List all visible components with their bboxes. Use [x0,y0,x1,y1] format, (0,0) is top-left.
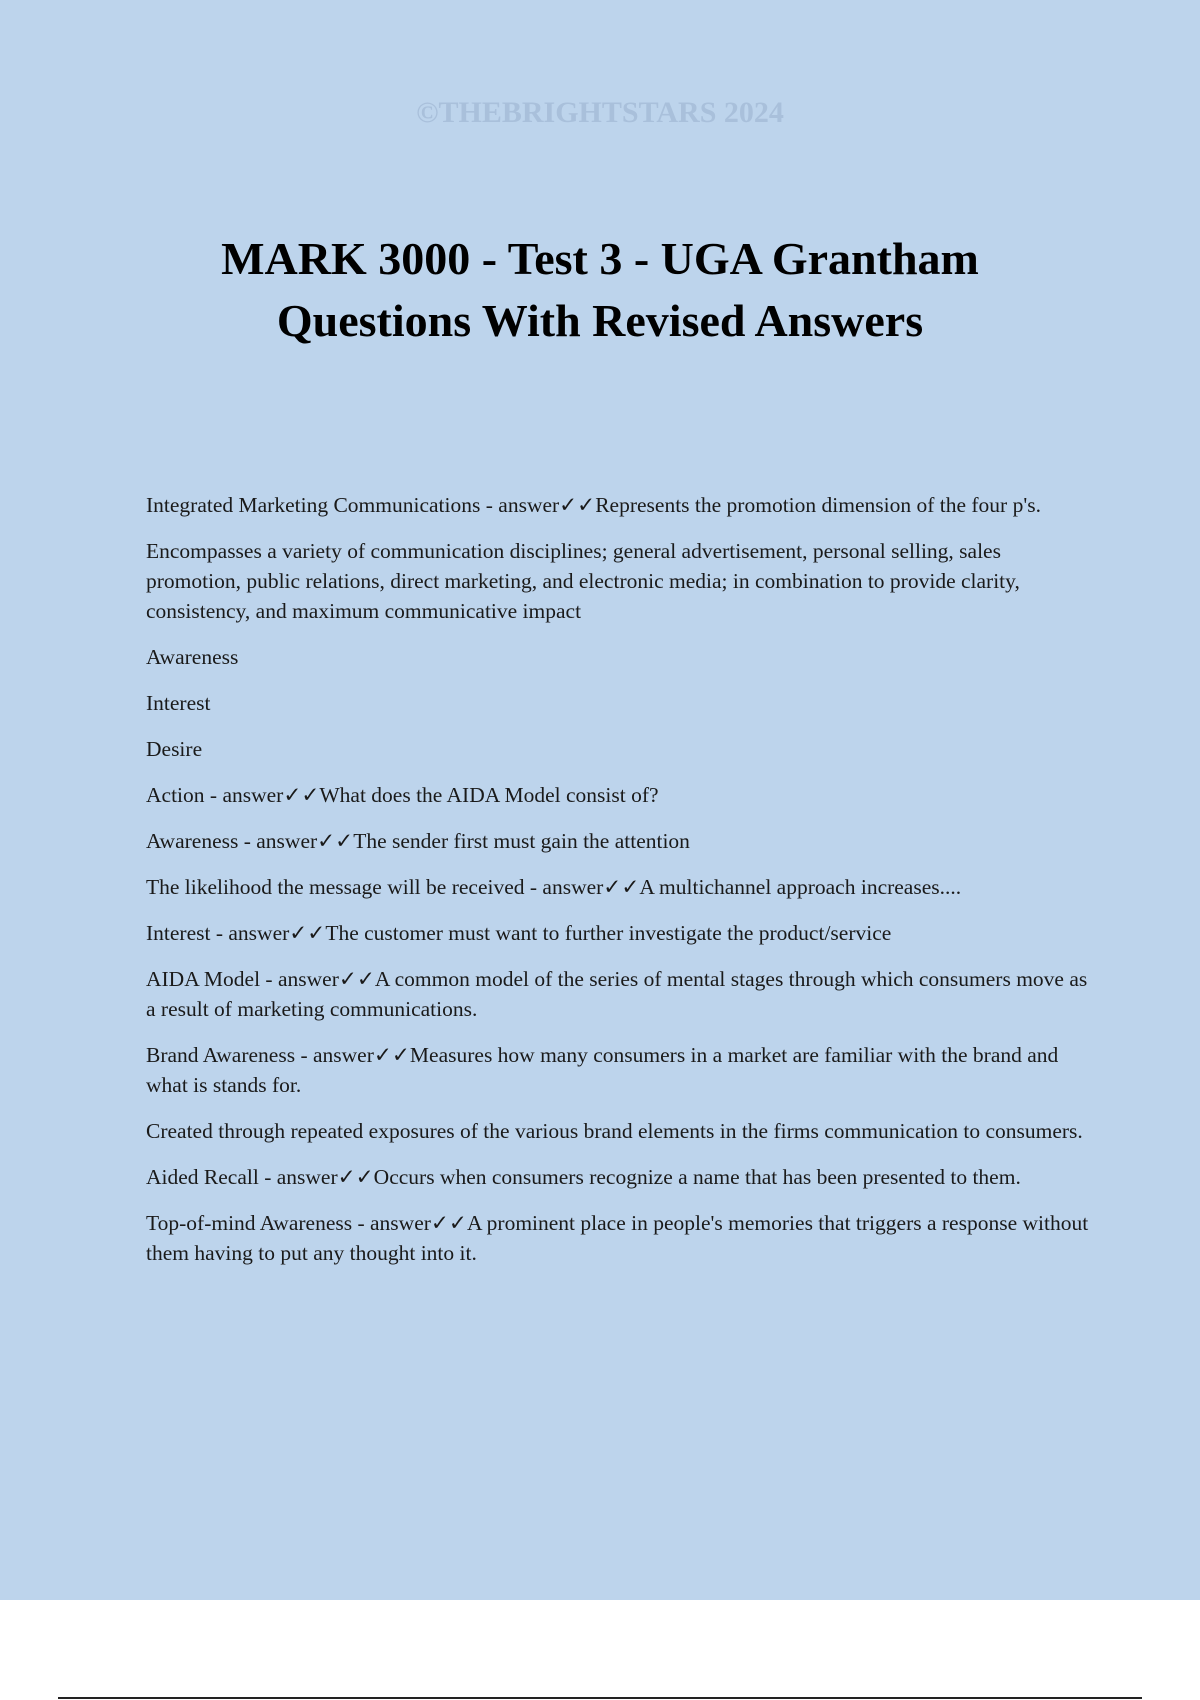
answer-marker: answer✓✓ [370,1211,467,1235]
answer: The customer must want to further investigate the product/service [325,921,892,945]
text-paragraph: Created through repeated exposures of the various brand elements in the firms communication to consumers. [146,1119,1083,1143]
qa-paragraph [146,918,1096,948]
answer: A prominent place in people's memories that triggers a response without them having to put any thought into it. [146,1211,1089,1265]
answer: Measures how many consumers in a market are familiar with the brand and what is stands for. [146,1043,1059,1097]
term: Integrated Marketing Communications - [146,493,499,517]
document-body [146,490,1096,1284]
qa-paragraph [146,780,1096,810]
qa-paragraph [146,1040,1096,1100]
answer: A common model of the series of mental stages through which consumers move as a result of marketing communications. [146,967,1088,1021]
answer-marker: answer✓✓ [256,829,354,853]
title-line-2: Questions With Revised Answers [276,295,924,346]
footer-divider [58,1697,1142,1699]
answer-marker: answer✓✓ [277,967,375,991]
term: Interest - [146,921,229,945]
answer-marker: answer✓✓ [228,921,326,945]
answer-marker: answer✓✓ [542,875,640,899]
watermark: ©THEBRIGHTSTARS 2024 [416,96,784,129]
answer-marker: answer✓✓ [498,493,596,517]
qa-paragraph [146,1208,1096,1268]
text-paragraph: Interest [146,691,211,715]
text-paragraph: Desire [146,737,203,761]
answer: What does the AIDA Model consist of? [319,783,659,807]
qa-paragraph [146,826,1096,856]
answer: Represents the promotion dimension of the four p's. [595,493,1041,517]
term: Top-of-mind Awareness - [146,1211,371,1235]
term: Brand Awareness - [146,1043,313,1067]
answer: A multichannel approach increases.... [639,875,962,899]
qa-paragraph [146,872,1096,902]
answer-marker: answer✓✓ [222,783,320,807]
term: Aided Recall - [146,1165,277,1189]
term: Action - [146,783,223,807]
answer: Occurs when consumers recognize a name that has been presented to them. [373,1165,1021,1189]
answer-marker: answer✓✓ [313,1043,410,1067]
term: AIDA Model - [146,967,278,991]
answer-marker: answer✓✓ [276,1165,374,1189]
document-title [100,228,1100,352]
term: The likelihood the message will be received - [146,875,543,899]
title-line-1: MARK 3000 - Test 3 - UGA Grantham [221,233,979,284]
qa-paragraph [146,490,1096,520]
text-paragraph: Encompasses a variety of communication disciplines; general advertisement, personal selling, sales promotion, public relations, direct marketing, and electronic media; in combination to provide clarity, consistency, and maximum communicative impact [146,539,1020,623]
qa-paragraph [146,1162,1096,1192]
qa-paragraph [146,964,1096,1024]
answer: The sender first must gain the attention [353,829,690,853]
text-paragraph: Awareness [146,645,239,669]
term: Awareness - [146,829,257,853]
